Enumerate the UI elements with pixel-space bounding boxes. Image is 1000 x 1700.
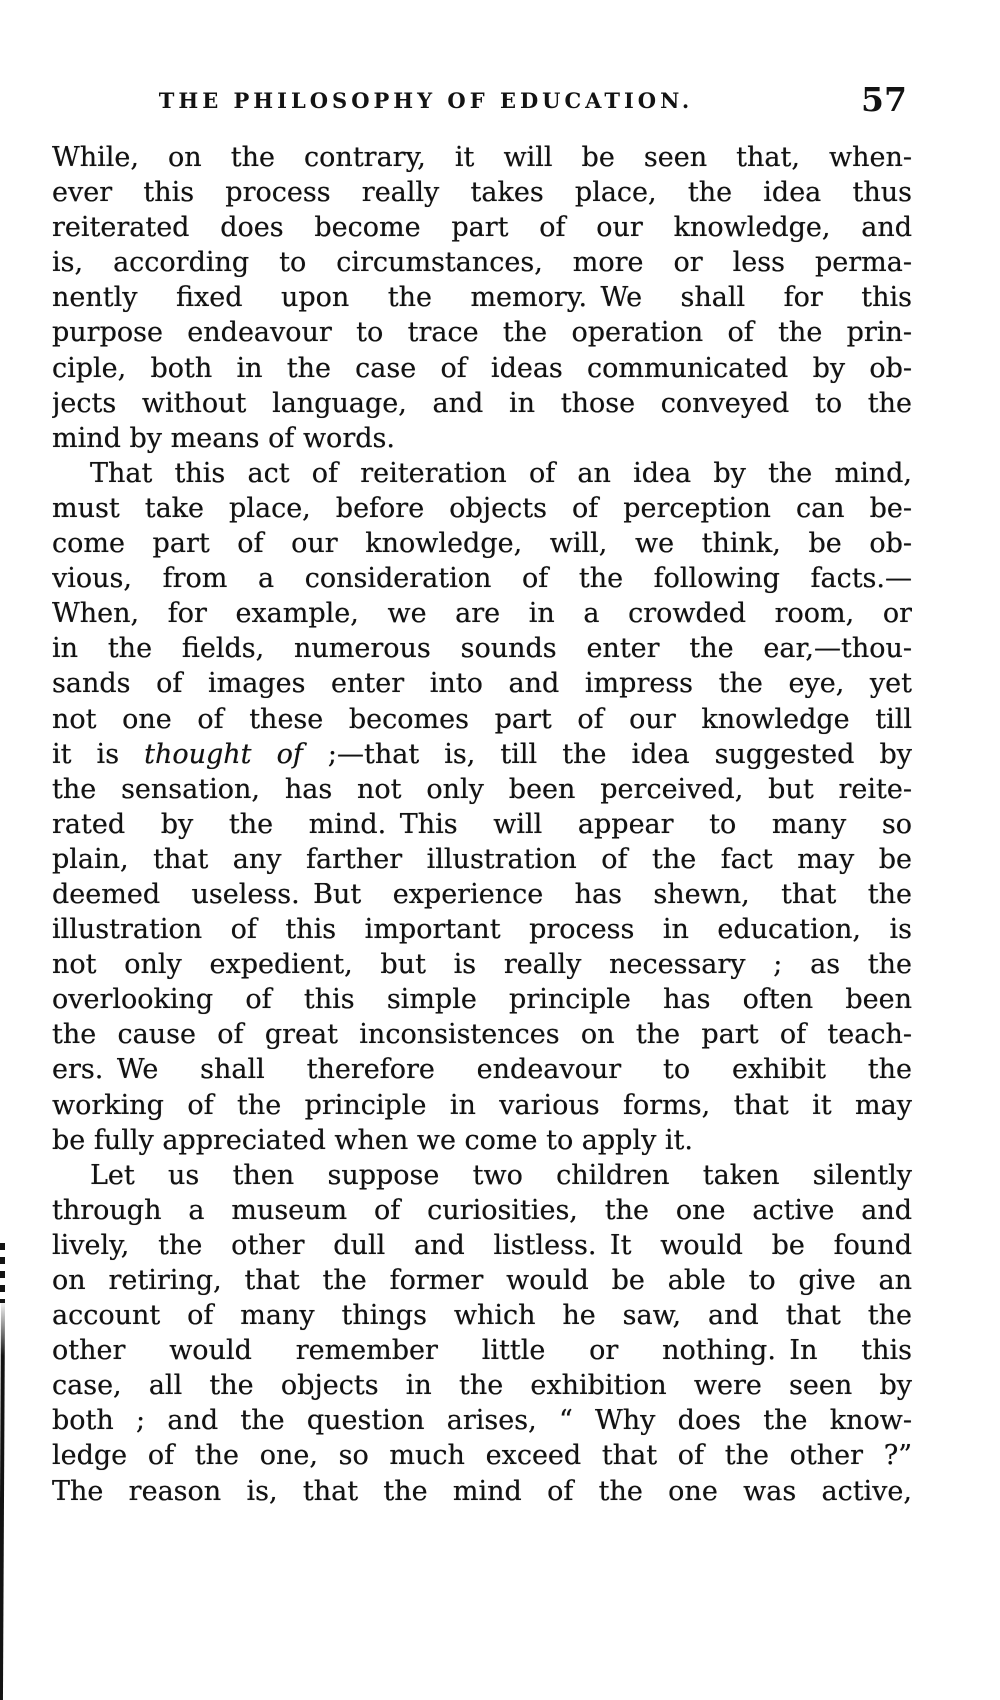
text-segment: ;—that is, till the idea suggested by <box>302 738 912 770</box>
text-segment: on retiring, that the former would be able to give an <box>52 1265 912 1296</box>
text-line <box>52 1017 912 1052</box>
text-line <box>52 1333 912 1368</box>
text-line <box>52 491 912 526</box>
text-segment: in the fields, numerous sounds enter the ear,—thou- <box>52 633 912 665</box>
text-line <box>52 245 912 280</box>
text-line <box>52 315 912 350</box>
text-segment: purpose endeavour to trace the operation of the prin- <box>52 317 912 349</box>
text-line <box>52 175 912 210</box>
text-segment: That this act of reiteration of an idea by the mind, <box>90 457 912 489</box>
text-line <box>52 386 912 421</box>
text-segment: While, on the contrary, it will be seen that, when- <box>52 142 912 173</box>
text-line <box>52 1193 912 1228</box>
text-line <box>52 631 912 666</box>
text-segment: ers. We shall therefore endeavour to exhibit the <box>52 1054 912 1086</box>
text-segment: overlooking of this simple principle has often been <box>52 984 912 1016</box>
text-segment: rated by the mind. This will appear to many so <box>52 808 912 840</box>
text-segment: must take place, before objects of perception can be- <box>52 492 912 524</box>
text-line <box>52 421 912 456</box>
text-line <box>52 456 912 491</box>
text-line <box>52 772 912 807</box>
text-line <box>52 666 912 701</box>
text-segment: nently fixed upon the memory. We shall for this <box>52 282 912 314</box>
text-line <box>52 1438 912 1473</box>
text-line <box>52 140 912 175</box>
text-segment: Let us then suppose two children taken silently <box>90 1159 912 1191</box>
text-line <box>52 1088 912 1123</box>
text-line <box>52 947 912 982</box>
text-line <box>52 1123 912 1158</box>
text-line <box>52 351 912 386</box>
italic-text-segment: thought of <box>144 738 303 770</box>
text-line <box>52 596 912 631</box>
text-segment: lively, the other dull and listless. It would be found <box>52 1229 912 1261</box>
running-header <box>52 82 912 126</box>
text-line <box>52 1263 912 1298</box>
running-header-title: THE PHILOSOPHY OF EDUCATION. <box>158 88 694 113</box>
text-line <box>52 807 912 842</box>
text-line <box>52 561 912 596</box>
text-segment: reiterated does become part of our knowledge, and <box>52 212 912 244</box>
text-segment: other would remember little or nothing. In this <box>52 1335 912 1367</box>
text-line <box>52 1474 912 1509</box>
text-line <box>52 280 912 315</box>
text-segment: be fully appreciated when we come to apply it. <box>52 1124 693 1156</box>
text-segment: sands of images enter into and impress the eye, yet <box>52 668 912 700</box>
text-segment: it is <box>52 738 145 770</box>
text-line <box>52 982 912 1017</box>
text-segment: not only expedient, but is really necessary ; as the <box>52 949 912 981</box>
text-segment: vious, from a consideration of the following facts.— <box>52 563 912 595</box>
text-line <box>52 702 912 737</box>
text-segment: through a museum of curiosities, the one active and <box>52 1194 912 1226</box>
text-line <box>52 1052 912 1087</box>
text-line <box>52 1298 912 1333</box>
text-segment: both ; and the question arises, “ Why does the know- <box>52 1405 912 1437</box>
text-segment: ledge of the one, so much exceed that of the other ?” <box>52 1440 912 1472</box>
text-line <box>52 1158 912 1193</box>
text-segment: plain, that any farther illustration of the fact may be <box>52 843 912 875</box>
text-segment: The reason is, that the mind of the one was active, <box>52 1475 912 1507</box>
text-segment: ciple, both in the case of ideas communicated by ob- <box>52 352 912 384</box>
text-segment: is, according to circumstances, more or less perma- <box>52 247 912 279</box>
page-number: 57 <box>861 80 907 119</box>
text-segment: the sensation, has not only been perceived, but reite- <box>52 773 912 805</box>
scan-artifact-left-edge <box>0 1300 5 1700</box>
text-line <box>52 210 912 245</box>
text-segment: not one of these becomes part of our knowledge till <box>52 703 912 735</box>
text-segment: jects without language, and in those conveyed to the <box>52 387 912 419</box>
text-line <box>52 1403 912 1438</box>
text-segment: ever this process really takes place, the idea thus <box>52 177 912 209</box>
text-segment: case, all the objects in the exhibition were seen by <box>52 1370 912 1402</box>
text-segment: When, for example, we are in a crowded room, or <box>52 598 912 630</box>
text-line <box>52 526 912 561</box>
page-text-body <box>52 140 912 1509</box>
text-segment: the cause of great inconsistences on the part of teach- <box>52 1019 912 1051</box>
text-line <box>52 912 912 947</box>
text-segment: come part of our knowledge, will, we think, be ob- <box>52 528 912 560</box>
text-line <box>52 1368 912 1403</box>
text-line <box>52 842 912 877</box>
text-segment: mind by means of words. <box>52 422 395 454</box>
text-segment: account of many things which he saw, and that the <box>52 1300 912 1332</box>
text-segment: working of the principle in various forms, that it may <box>52 1089 912 1121</box>
scan-artifact-ticks <box>0 1243 5 1303</box>
text-line <box>52 1228 912 1263</box>
text-line <box>52 877 912 912</box>
text-segment: illustration of this important process in education, is <box>52 914 912 946</box>
text-line <box>52 737 912 772</box>
text-segment: deemed useless. But experience has shewn, that the <box>52 878 912 910</box>
